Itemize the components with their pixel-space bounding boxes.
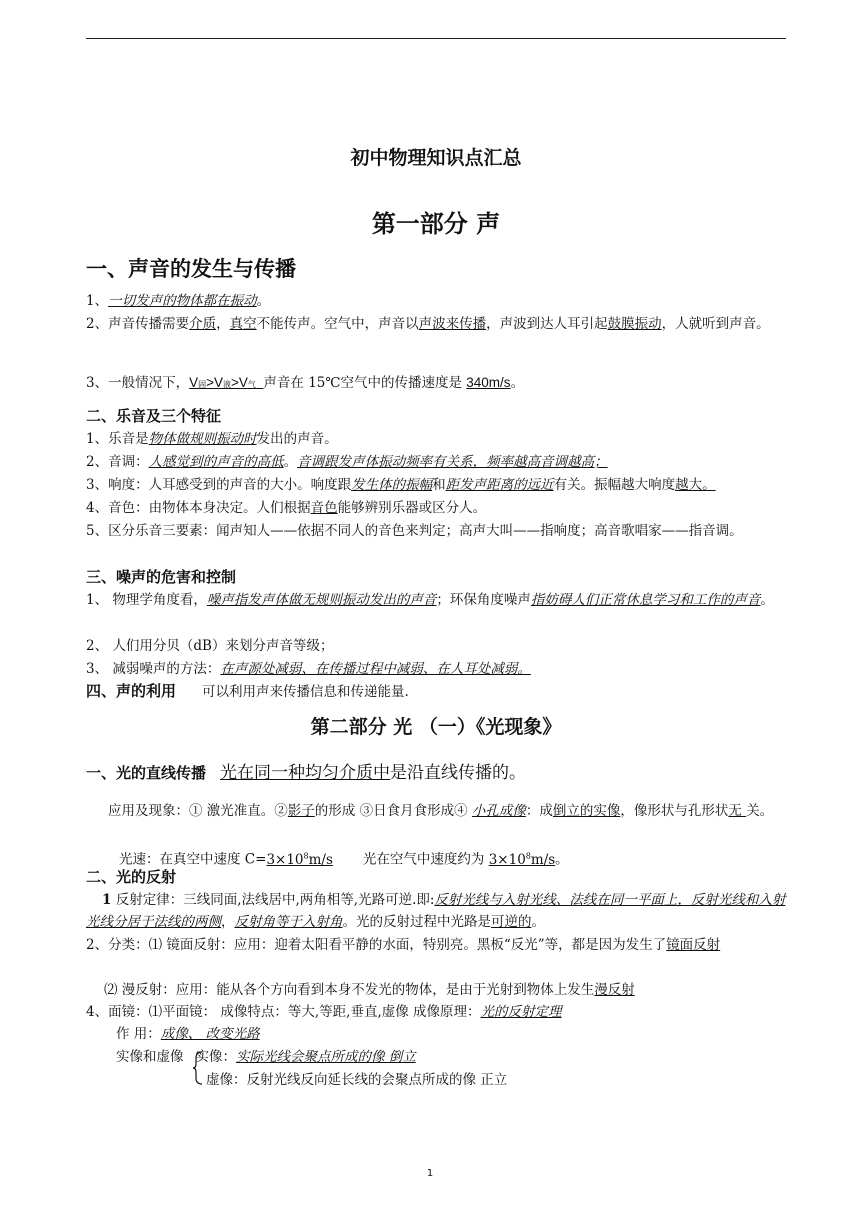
noise-item-3: 3、 减弱噪声的方法：在声源处减弱、在传播过程中减弱、在人耳处减弱。 xyxy=(86,661,531,677)
reflection-class-specular: 2、分类：⑴ 镜面反射：应用：迎着太阳看平静的水面，特别亮。黑板“反光”等，都是因为发生了镜面反射 xyxy=(86,937,721,953)
section-musical-tone-heading: 二、乐音及三个特征 xyxy=(86,407,222,425)
plane-mirror-use: 作 用：成像、 改变光路 xyxy=(116,1026,260,1042)
section-sound-propagation-heading: 一、声音的发生与传播 xyxy=(86,257,296,281)
plane-mirror: 4、面镜：⑴平面镜： 成像特点：等大,等距,垂直,虚像 成像原理：光的反射定理 xyxy=(86,1004,562,1020)
part1-title: 第一部分 声 xyxy=(371,210,501,238)
noise-item-1: 1、 物理学角度看，噪声指发声体做无规则振动发出的声音；环保角度噪声指妨碍人们正常休息学习和工作的声音。 xyxy=(86,592,774,608)
tone-item-3: 3、响度：人耳感受到的声音的大小。响度跟发生体的振幅和距发声距离的远近有关。振幅越大响度越大。 xyxy=(86,477,716,493)
noise-item-2: 2、 人们用分贝（dB）来划分声音等级； xyxy=(86,638,334,654)
para-1: 1、一切发声的物体都在振动。 xyxy=(86,293,271,309)
document-title: 初中物理知识点汇总 xyxy=(350,147,522,169)
brace-icon xyxy=(192,1050,204,1086)
tone-item-5: 5、区分乐音三要素：闻声知人——依据不同人的音色来判定；高声大叫——指响度；高音歌唱家——指音调。 xyxy=(86,523,743,539)
header-rule xyxy=(86,38,786,39)
reflection-law: 1 反射定律：三线同面,法线居中,两角相等,光路可逆.即:反射光线与入射光线、法线在同一平面上，反射光线和入射光线分居于法线的两侧，反射角等于入射角。光的反射过程中光路是可逆的。 xyxy=(86,892,786,930)
section-light-straight-heading: 一、光的直线传播 xyxy=(86,764,207,782)
tone-item-4: 4、音色：由物体本身决定。人们根据音色能够辨别乐器或区分人。 xyxy=(86,500,487,516)
part2-title: 第二部分 光 （一）《光现象》 xyxy=(310,716,562,738)
virtual-image-row: 虚像：反射光线反向延长线的会聚点所成的像 正立 xyxy=(206,1072,508,1088)
tone-item-2: 2、音调：人感觉到的声音的高低。音调跟发声体振动频率有关系，频率越高音调越高； xyxy=(86,454,608,470)
light-straight-line: 一、光的直线传播 光在同一种均匀介质中是沿直线传播的。 xyxy=(86,763,527,783)
light-applications: 应用及现象：① 激光准直。②影子的形成 ③日食月食形成④ 小孔成像：成倒立的实像，像形状与孔形状无 关。 xyxy=(108,803,774,819)
para-2: 2、声音传播需要介质，真空不能传声。空气中，声音以声波来传播，声波到达人耳引起鼓膜振动，人就听到声音。 xyxy=(86,316,770,332)
real-image-row: 实像和虚像 实像：实际光线会聚点所成的像 倒立 xyxy=(116,1049,416,1065)
sound-use: 四、声的利用 可以利用声来传播信息和传递能量. xyxy=(86,682,409,700)
reflection-class-diffuse: ⑵ 漫反射：应用：能从各个方向看到本身不发光的物体，是由于光射到物体上发生漫反射 xyxy=(104,982,635,998)
section-noise-heading: 三、噪声的危害和控制 xyxy=(86,568,237,586)
para-3: 3、一般情况下，V固>V液>V气 声音在 15℃空气中的传播速度是 340m/s。 xyxy=(86,375,525,391)
light-speed: 光速：在真空中速度 $C=3\times 10^8m/s$ 光在空气中速度约为 $3\times 10^8m/s$。 xyxy=(119,851,569,868)
page-number: 1 xyxy=(426,1168,434,1179)
section-reflection-heading: 二、光的反射 xyxy=(86,868,177,886)
tone-item-1: 1、乐音是物体做规则振动时发出的声音。 xyxy=(86,431,338,447)
section-sound-use-heading: 四、声的利用 xyxy=(86,682,177,700)
